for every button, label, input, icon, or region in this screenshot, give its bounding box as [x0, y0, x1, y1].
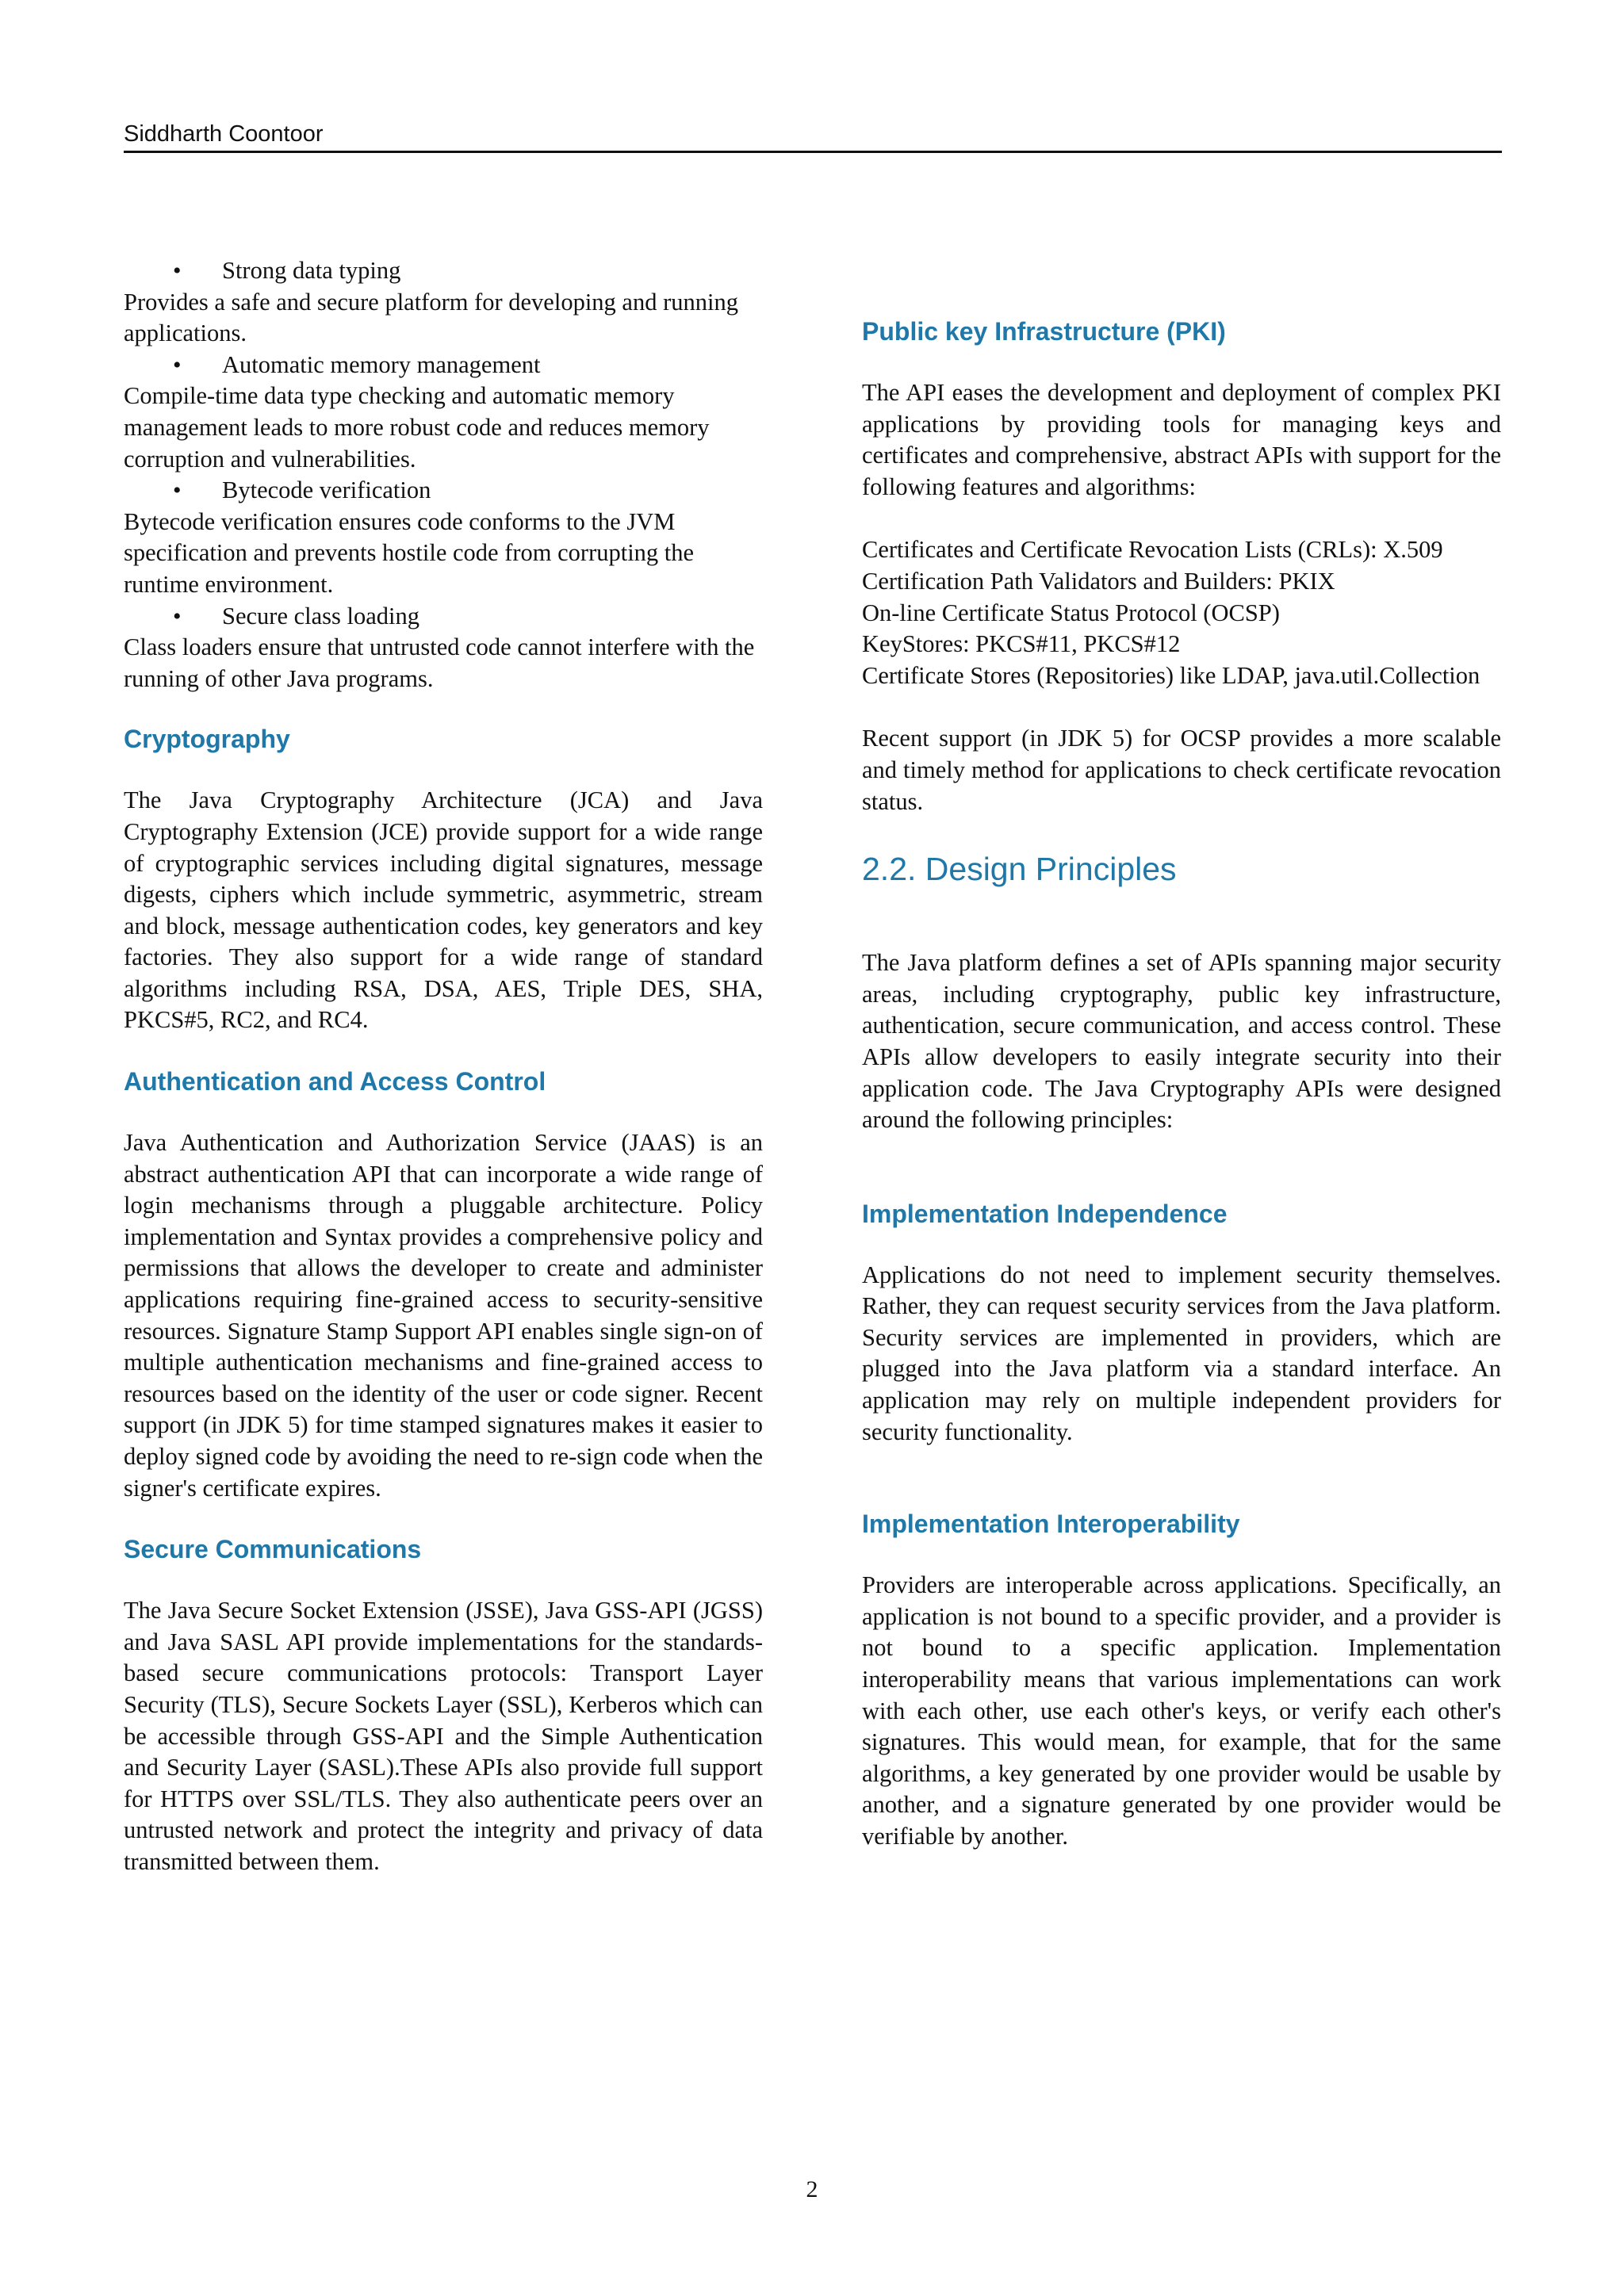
pki-feature: Certificates and Certificate Revocation Lists (CRLs): X.509 — [862, 536, 1443, 564]
page-number: 2 — [806, 2176, 818, 2202]
section-heading-pki: Public key Infrastructure (PKI) — [862, 317, 1226, 346]
bullet-icon: • — [173, 603, 182, 629]
left-column — [124, 255, 763, 1878]
bullet-label: Secure class loading — [222, 602, 420, 629]
header-author: Siddharth Coontoor — [124, 121, 324, 147]
bullet-label: Strong data typing — [222, 257, 401, 284]
bullet-description: Compile-time data type checking and automatic memory management leads to more robust code and reduces memory corruption and vulnerabilities. — [124, 382, 710, 473]
section-heading-independence: Implementation Independence — [862, 1199, 1228, 1228]
bullet-label: Automatic memory management — [222, 350, 541, 378]
section-body-secure-comm: The Java Secure Socket Extension (JSSE), Java GSS-API (JGSS) and Java SASL API provide implementations for the standards-based secure communications protocols: Transport Layer Security (TLS), Secure Sockets Layer (SSL), Kerberos which can be accessible through GSS-API and the Simple Authentication and Security Layer (SASL).These APIs also provide full support for HTTPS over SSL/TLS. They also authenticate peers over an untrusted network and protect the integrity and privacy of data transmitted between them. — [124, 1597, 763, 1875]
bullet-description: Bytecode verification ensures code conforms to the JVM specification and prevents hostile code from corrupting the runtime environment. — [124, 507, 695, 598]
bullet-item — [124, 255, 763, 287]
section-body-design-principles: The Java platform defines a set of APIs spanning major security areas, including cryptography, public key infrastructure, authentication, secure communication, and access control. These APIs allow developers to easily integrate security into their application code. The Java Cryptography APIs were designed around the following principles: — [862, 949, 1501, 1134]
section-heading-secure-comm: Secure Communications — [124, 1535, 422, 1564]
bullet-item — [124, 475, 763, 507]
pki-closing: Recent support (in JDK 5) for OCSP provides a more scalable and timely method for applications to check certificate revocation status. — [862, 725, 1501, 815]
section-body-cryptography: The Java Cryptography Architecture (JCA) and Java Cryptography Extension (JCE) provide support for a wide range of cryptographic services including digital signatures, message digests, ciphers which include symmetric, asymmetric, stream and block, message authentication codes, key generators and key factories. They also support for a wide range of standard algorithms including RSA, DSA, AES, Triple DES, SHA, PKCS#5, RC2, and RC4. — [124, 786, 763, 1034]
pki-feature: On-line Certificate Status Protocol (OCSP) — [862, 599, 1280, 626]
pki-feature: Certification Path Validators and Builders: PKIX — [862, 567, 1335, 595]
section-heading-interoperability: Implementation Interoperability — [862, 1510, 1240, 1539]
section-body-auth: Java Authentication and Authorization Service (JAAS) is an abstract authentication API that can incorporate a wide range of login mechanisms through a pluggable architecture. Policy implementation and Syntax provides a comprehensive policy and permissions that allows the developer to create and administer applications requiring fine-grained access to security-sensitive resources. Signature Stamp Support API enables single sign-on of multiple authentication mechanisms and fine-grained access to resources based on the identity of the user or code signer. Recent support (in JDK 5) for time stamped signatures makes it easier to deploy signed code by avoiding the need to re-sign code when the signer's certificate expires. — [124, 1129, 763, 1502]
section-heading-cryptography: Cryptography — [124, 725, 290, 754]
bullet-icon: • — [173, 351, 182, 378]
bullet-item — [124, 601, 763, 633]
bullet-icon: • — [173, 477, 182, 504]
section-heading-design-principles: 2.2. Design Principles — [862, 851, 1177, 888]
bullet-icon: • — [173, 258, 182, 284]
section-body-independence: Applications do not need to implement security themselves. Rather, they can request security services from the Java platform. Security services are implemented in providers, which are plugged into the Java platform via a standard interface. An application may rely on multiple independent providers for security functionality. — [862, 1261, 1501, 1445]
bullet-label: Bytecode verification — [222, 476, 431, 504]
page-header — [124, 121, 1502, 153]
section-body-pki: The API eases the development and deployment of complex PKI applications by providing tools for managing keys and certificates and comprehensive, abstract APIs with support for the following features and algorithms: — [862, 379, 1501, 500]
bullet-description: Class loaders ensure that untrusted code cannot interfere with the running of other Java programs. — [124, 633, 755, 692]
section-heading-auth: Authentication and Access Control — [124, 1067, 546, 1096]
pki-feature: Certificate Stores (Repositories) like LDAP, java.util.Collection — [862, 661, 1480, 689]
bullet-item — [124, 350, 763, 381]
right-column — [862, 255, 1501, 1853]
pki-feature: KeyStores: PKCS#11, PKCS#12 — [862, 630, 1181, 658]
section-body-interoperability: Providers are interoperable across applications. Specifically, an application is not bound to a specific provider, and a provider is not bound to a specific application. Implementation interoperability means that various implementations can work with each other, use each other's keys, or verify each other's signatures. This would mean, for example, that for the same algorithms, a key generated by one provider would be usable by another, and a signature generated by one provider would be verifiable by another. — [862, 1571, 1501, 1850]
bullet-description: Provides a safe and secure platform for developing and running applications. — [124, 288, 738, 347]
